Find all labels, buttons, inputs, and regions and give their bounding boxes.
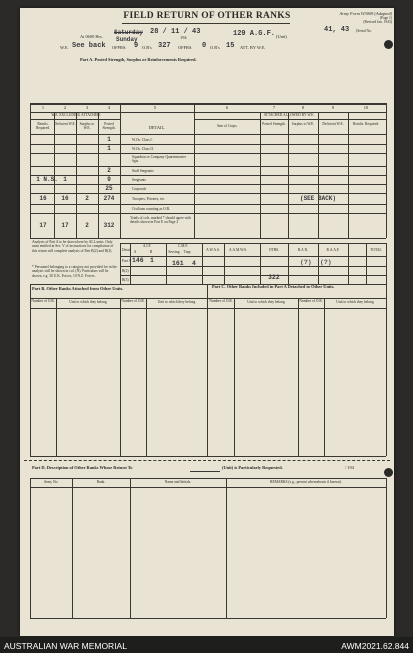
table-row bbox=[20, 185, 386, 193]
part-d-col-rank: Rank. bbox=[96, 480, 106, 484]
part-d-title-2: (Unit) is Particularly Requested. bbox=[222, 465, 283, 470]
analysis-note: Analysis of Part A to be shown here by ALL units. Only units entitled in Sec. V of instructions for compilation of this return will complete analysis of Part B(2) and B(3). bbox=[32, 240, 114, 253]
col-num-7: 7 bbox=[272, 105, 276, 110]
col-att-deficient: Deficient W.E. bbox=[322, 122, 344, 126]
table-row bbox=[20, 154, 386, 166]
reinfts-value: 1 N.S. bbox=[36, 176, 58, 183]
row-label: Totals of cols. marked * should agree with details shown in Part E on Page 2 bbox=[130, 216, 192, 225]
col-reinfts-required: Reinfts. Required. bbox=[35, 122, 51, 131]
army-form-id: Army Form W3009 (Adapted) bbox=[339, 11, 392, 16]
row-label: Squadron or Company Quartermaster Sgts. bbox=[132, 155, 186, 164]
right-group-header: ATTACHED ALLOWED BY W.E. bbox=[263, 113, 315, 117]
punch-hole bbox=[384, 40, 393, 49]
part-d-col-name: Name and Initials. bbox=[164, 480, 192, 484]
surplus-total: 2 bbox=[85, 222, 89, 229]
deficient-total: 17 bbox=[61, 222, 69, 229]
analysis-sub-b: B bbox=[149, 250, 153, 254]
analysis-head-oths: OTHS. bbox=[268, 248, 280, 252]
unit-label: (Unit) bbox=[276, 34, 287, 39]
row-label: Staff Sergeants bbox=[132, 169, 154, 173]
col-num-6: 6 bbox=[225, 105, 229, 110]
footer-accession-id: AWM2021.62.844 bbox=[341, 641, 409, 651]
row-label: Sergeants bbox=[132, 178, 146, 182]
posted-strength-value: 274 bbox=[103, 195, 115, 202]
reinfts-total: 17 bbox=[39, 222, 47, 229]
form-title: FIELD RETURN OF OTHER RANKS bbox=[123, 11, 291, 21]
analysis-row-b2: B(2) bbox=[122, 269, 129, 273]
table-row bbox=[20, 136, 386, 144]
day-typed: Saturday bbox=[114, 29, 143, 36]
offrs2-value: 0 bbox=[202, 42, 207, 50]
year-prefix: 194 bbox=[180, 35, 187, 40]
analysis-aif-a: 146 bbox=[132, 257, 144, 264]
col-detail: DETAIL. bbox=[148, 125, 166, 130]
part-b-col-unit: Unit to which they belong bbox=[69, 300, 107, 304]
analysis-sub-serving: Serving bbox=[168, 250, 180, 254]
day-corrected: Sunday bbox=[116, 36, 138, 43]
see-back-note: (SEE BACK) bbox=[299, 195, 336, 202]
analysis-ran-value: (?) bbox=[300, 259, 312, 266]
part-d-title: Part D. Description of Other Ranks Whose Return To bbox=[32, 465, 133, 470]
analysis-aif-b: 1 bbox=[150, 257, 154, 264]
museum-footer bbox=[0, 637, 413, 653]
col-num-9: 9 bbox=[331, 105, 335, 110]
col-att-surplus: Surplus to W.E. bbox=[291, 122, 315, 126]
row-label: W.Os. Class II. bbox=[132, 147, 154, 151]
at-hours-label: At 0600 Hrs. bbox=[80, 34, 103, 39]
analysis-row-part-a: Part A bbox=[122, 259, 132, 263]
analysis-sub-a: A bbox=[133, 250, 137, 254]
col-num-5: 5 bbox=[153, 105, 157, 110]
part-d-col-remarks: REMARKS (e.g., present whereabouts if known). bbox=[270, 480, 342, 484]
deficient-value: 1 bbox=[63, 176, 67, 183]
date-typed: 28 / 11 / 43 bbox=[150, 28, 201, 36]
row-label: W.Os. Class I. bbox=[132, 138, 153, 142]
row-label: Corporals bbox=[132, 187, 147, 191]
part-c-col-number: Number of O.R. bbox=[209, 299, 233, 303]
row-label: Troopers, Privates, etc. bbox=[132, 197, 166, 201]
col-num-10: 10 bbox=[363, 105, 369, 110]
col-posted-strength: Posted Strength. bbox=[102, 122, 116, 131]
table-row bbox=[20, 176, 386, 184]
part-d-col-army-no: Army No. bbox=[43, 480, 59, 484]
reinfts-value: 16 bbox=[39, 195, 47, 202]
part-d-date: / 194 bbox=[345, 465, 354, 470]
surplus-value: 2 bbox=[85, 195, 89, 202]
part-b-col-unit-2: Unit to which they belong bbox=[157, 300, 196, 304]
form-sheet bbox=[20, 8, 394, 636]
table-row bbox=[20, 205, 386, 213]
part-b-title: Part B. Other Ranks Attached from Other Units. bbox=[32, 286, 124, 291]
col-num-4: 4 bbox=[107, 105, 111, 110]
we-value: See back bbox=[72, 42, 106, 50]
analysis-head-aif: A.I.F. bbox=[142, 244, 152, 248]
col-num-8: 8 bbox=[301, 105, 305, 110]
analysis-head-raaf: R.A.A.F. bbox=[326, 248, 340, 252]
deficient-value: 16 bbox=[61, 195, 69, 202]
col-arm-corps: Arm of Corps. bbox=[216, 124, 238, 128]
offrs2-label: OFFRS. bbox=[178, 45, 193, 50]
col-num-1: 1 bbox=[41, 105, 45, 110]
col-deficient-we: Deficient W.E. bbox=[54, 122, 76, 126]
we-label: W.E. bbox=[60, 45, 69, 50]
posted-strength-value: 25 bbox=[105, 185, 113, 192]
unit-typed: 129 A.G.F. bbox=[233, 30, 276, 38]
posted-strength-value: 1 bbox=[107, 136, 111, 143]
ors-label: O.R's bbox=[142, 45, 152, 50]
analysis-head-ran: R.A.N. bbox=[297, 248, 309, 252]
posted-strength-value: 2 bbox=[107, 167, 111, 174]
posted-strength-value: 9 bbox=[107, 176, 111, 183]
posted-strength-total: 312 bbox=[103, 222, 115, 229]
col-surplus-we: Surplus to W.E. bbox=[79, 122, 95, 131]
analysis-head-cmf: C.M.F. bbox=[178, 244, 188, 248]
part-b-col-number: Number of O.R. bbox=[31, 299, 55, 303]
analysis-cmf-serving: 161 bbox=[172, 260, 184, 267]
table-row bbox=[20, 167, 386, 175]
offrs-label: OFFRS. bbox=[112, 45, 127, 50]
analysis-row-b3: B(3) bbox=[122, 278, 129, 282]
part-a-heading: Part A. Posted Strength, Surplus or Reinforcements Required. bbox=[80, 57, 197, 62]
ors2-value: 15 bbox=[226, 42, 235, 50]
analysis-cmf-tmp: 4 bbox=[192, 260, 196, 267]
form-page-note: (Page 1) bbox=[379, 16, 392, 20]
part-c-col-unit: Unit to which they belong bbox=[247, 300, 285, 304]
analysis-footnote: * Personnel belonging to a category not provided for in the analysis will be shown in col. (N). Particulars will be shown, e.g. 30 U.K. Forces, 10 N.Z. Forces. bbox=[32, 265, 117, 278]
col-att-posted: Posted Strength. bbox=[262, 122, 286, 126]
serial-value: 41, 43 bbox=[324, 26, 350, 34]
table-row bbox=[20, 195, 386, 204]
form-revision-note: (Revised Jan. 1943) bbox=[363, 20, 392, 24]
analysis-head-awas: A.W.A.S. bbox=[206, 248, 220, 252]
posted-strength-value: 1 bbox=[107, 145, 111, 152]
table-row bbox=[20, 145, 386, 153]
footer-institution: AUSTRALIAN WAR MEMORIAL bbox=[4, 641, 127, 651]
ors2-label: O.R's bbox=[210, 45, 220, 50]
part-c-col-unit-2: Unit to which they belong bbox=[336, 300, 374, 304]
analysis-sub-tmp: Tmp bbox=[183, 250, 191, 254]
analysis-head-aamws: A.A.M.W.S. bbox=[229, 248, 247, 252]
row-label: Civilians counting as O.R. bbox=[132, 207, 171, 211]
col-att-reinfts: Reinfts. Required. bbox=[352, 122, 380, 126]
part-b-col-number-2: Number of O.R. bbox=[121, 299, 145, 303]
left-group-header: W.E. EXCLUDING ATTACHED. bbox=[51, 113, 101, 117]
serial-label: (Serial No. bbox=[356, 29, 372, 33]
part-c-title: Part C. Other Ranks Included in Part A Detached to Other Units. bbox=[212, 284, 335, 289]
ors-value: 327 bbox=[158, 42, 171, 50]
punch-hole bbox=[384, 468, 393, 477]
col-num-2: 2 bbox=[63, 105, 67, 110]
analysis-row-detail: Detail bbox=[122, 248, 131, 252]
offrs-value: 9 bbox=[134, 42, 139, 50]
col-num-3: 3 bbox=[85, 105, 89, 110]
analysis-raaf-value: (?) bbox=[320, 259, 332, 266]
att-label: ATT. BY W.E. bbox=[240, 45, 266, 50]
analysis-head-total: TOTAL bbox=[370, 248, 382, 252]
table-row-totals bbox=[20, 214, 386, 238]
analysis-total-value: 322 bbox=[268, 274, 280, 281]
part-c-col-number-2: Number of O.R. bbox=[299, 299, 323, 303]
